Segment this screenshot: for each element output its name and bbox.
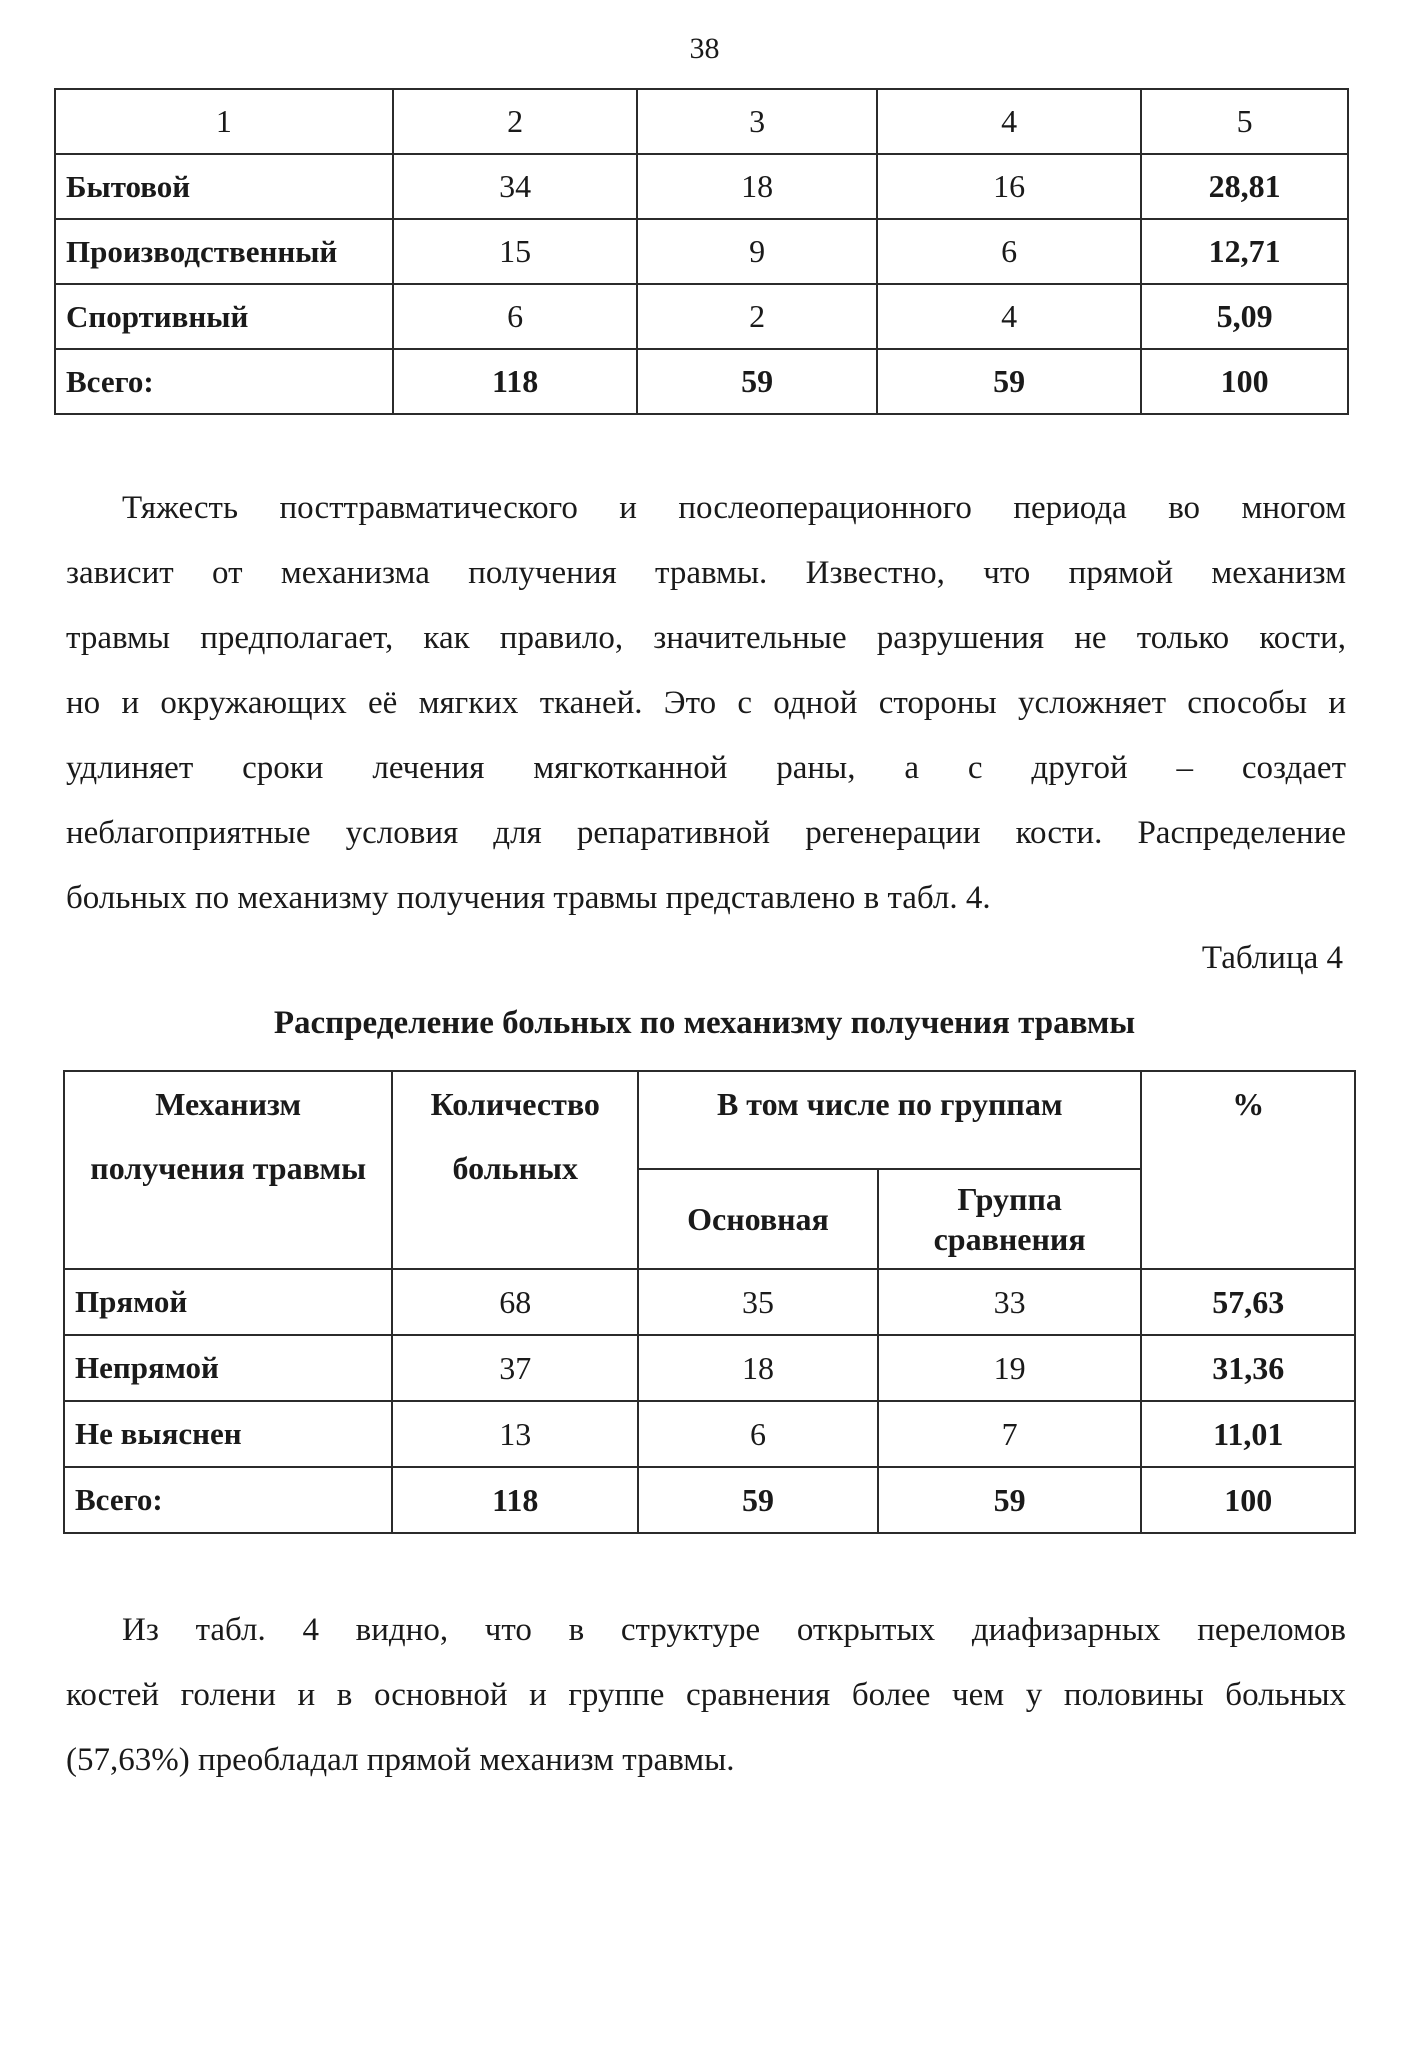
header-text: сравнения	[933, 1221, 1086, 1257]
text-line: Тяжесть посттравматического и послеоперационного периода во многом	[122, 490, 1346, 526]
table-row	[55, 284, 1348, 349]
percent-cell: 11,01	[1141, 1401, 1355, 1467]
table-row	[55, 154, 1348, 219]
row-label: Производственный	[55, 219, 393, 284]
paragraph-mechanism	[66, 476, 1346, 931]
percent-cell: 12,71	[1141, 219, 1348, 284]
percent-cell: 100	[1141, 349, 1348, 414]
main-group-cell: 35	[638, 1269, 878, 1335]
row-label: Всего:	[64, 1467, 392, 1533]
percent-cell: 100	[1141, 1467, 1355, 1533]
header-text: Механизм	[155, 1086, 302, 1122]
header-text: Группа	[957, 1181, 1062, 1217]
count-cell: 34	[393, 154, 638, 219]
paragraph-conclusion	[66, 1598, 1346, 1793]
main-group-cell: 9	[637, 219, 876, 284]
header-groups: В том числе по группам	[638, 1071, 1141, 1169]
table-number: Таблица 4	[1201, 940, 1343, 976]
count-cell: 6	[393, 284, 638, 349]
comparison-group-cell: 19	[878, 1335, 1142, 1401]
table-mechanism	[63, 1070, 1356, 1534]
count-cell: 68	[392, 1269, 638, 1335]
comparison-group-cell: 59	[877, 349, 1141, 414]
column-number: 4	[877, 89, 1141, 154]
count-cell: 15	[393, 219, 638, 284]
column-number-row	[55, 89, 1348, 154]
row-label: Спортивный	[55, 284, 393, 349]
comparison-group-cell: 6	[877, 219, 1141, 284]
row-label: Не выяснен	[64, 1401, 392, 1467]
table-total-row	[64, 1467, 1355, 1533]
header-row	[64, 1071, 1355, 1169]
header-count	[392, 1071, 638, 1269]
text-line: неблагоприятные условия для репаративной регенерации кости. Распределение	[66, 815, 1346, 851]
header-percent: %	[1141, 1071, 1355, 1269]
column-number: 3	[637, 89, 876, 154]
text-line: зависит от механизма получения травмы. Известно, что прямой механизм	[66, 555, 1346, 591]
text-line: костей голени и в основной и группе сравнения более чем у половины больных	[66, 1677, 1346, 1713]
table-continued	[54, 88, 1349, 415]
text-line: больных по механизму получения травмы представлено в табл. 4.	[66, 880, 991, 916]
header-main-group: Основная	[638, 1169, 878, 1269]
comparison-group-cell: 59	[878, 1467, 1142, 1533]
table-title: Распределение больных по механизму получения травмы	[273, 1005, 1136, 1041]
table-total-row	[55, 349, 1348, 414]
column-number: 1	[55, 89, 393, 154]
count-cell: 118	[392, 1467, 638, 1533]
header-text: больных	[452, 1150, 578, 1186]
column-number: 5	[1141, 89, 1348, 154]
percent-cell: 57,63	[1141, 1269, 1355, 1335]
row-label: Бытовой	[55, 154, 393, 219]
comparison-group-cell: 7	[878, 1401, 1142, 1467]
count-cell: 118	[393, 349, 638, 414]
page-number: 38	[689, 32, 720, 65]
text-line: травмы предполагает, как правило, значительные разрушения не только кости,	[66, 620, 1346, 656]
row-label: Непрямой	[64, 1335, 392, 1401]
comparison-group-cell: 4	[877, 284, 1141, 349]
main-group-cell: 2	[637, 284, 876, 349]
percent-cell: 5,09	[1141, 284, 1348, 349]
header-text: Количество	[430, 1086, 600, 1122]
row-label: Прямой	[64, 1269, 392, 1335]
row-label: Всего:	[55, 349, 393, 414]
text-line: Из табл. 4 видно, что в структуре открытых диафизарных переломов	[122, 1612, 1346, 1648]
count-cell: 13	[392, 1401, 638, 1467]
main-group-cell: 59	[638, 1467, 878, 1533]
comparison-group-cell: 16	[877, 154, 1141, 219]
text-line: но и окружающих её мягких тканей. Это с одной стороны усложняет способы и	[66, 685, 1346, 721]
percent-cell: 31,36	[1141, 1335, 1355, 1401]
main-group-cell: 18	[638, 1335, 878, 1401]
count-cell: 37	[392, 1335, 638, 1401]
column-number: 2	[393, 89, 638, 154]
main-group-cell: 6	[638, 1401, 878, 1467]
header-mechanism	[64, 1071, 392, 1269]
text-line: (57,63%) преобладал прямой механизм травмы.	[66, 1742, 735, 1778]
main-group-cell: 59	[637, 349, 876, 414]
header-text: получения травмы	[90, 1150, 367, 1186]
comparison-group-cell: 33	[878, 1269, 1142, 1335]
table-row	[55, 219, 1348, 284]
text-line: удлиняет сроки лечения мягкотканной раны, а с другой – создает	[66, 750, 1346, 786]
main-group-cell: 18	[637, 154, 876, 219]
percent-cell: 28,81	[1141, 154, 1348, 219]
table-row	[64, 1269, 1355, 1335]
table-row	[64, 1401, 1355, 1467]
table-row	[64, 1335, 1355, 1401]
header-comparison-group	[878, 1169, 1142, 1269]
